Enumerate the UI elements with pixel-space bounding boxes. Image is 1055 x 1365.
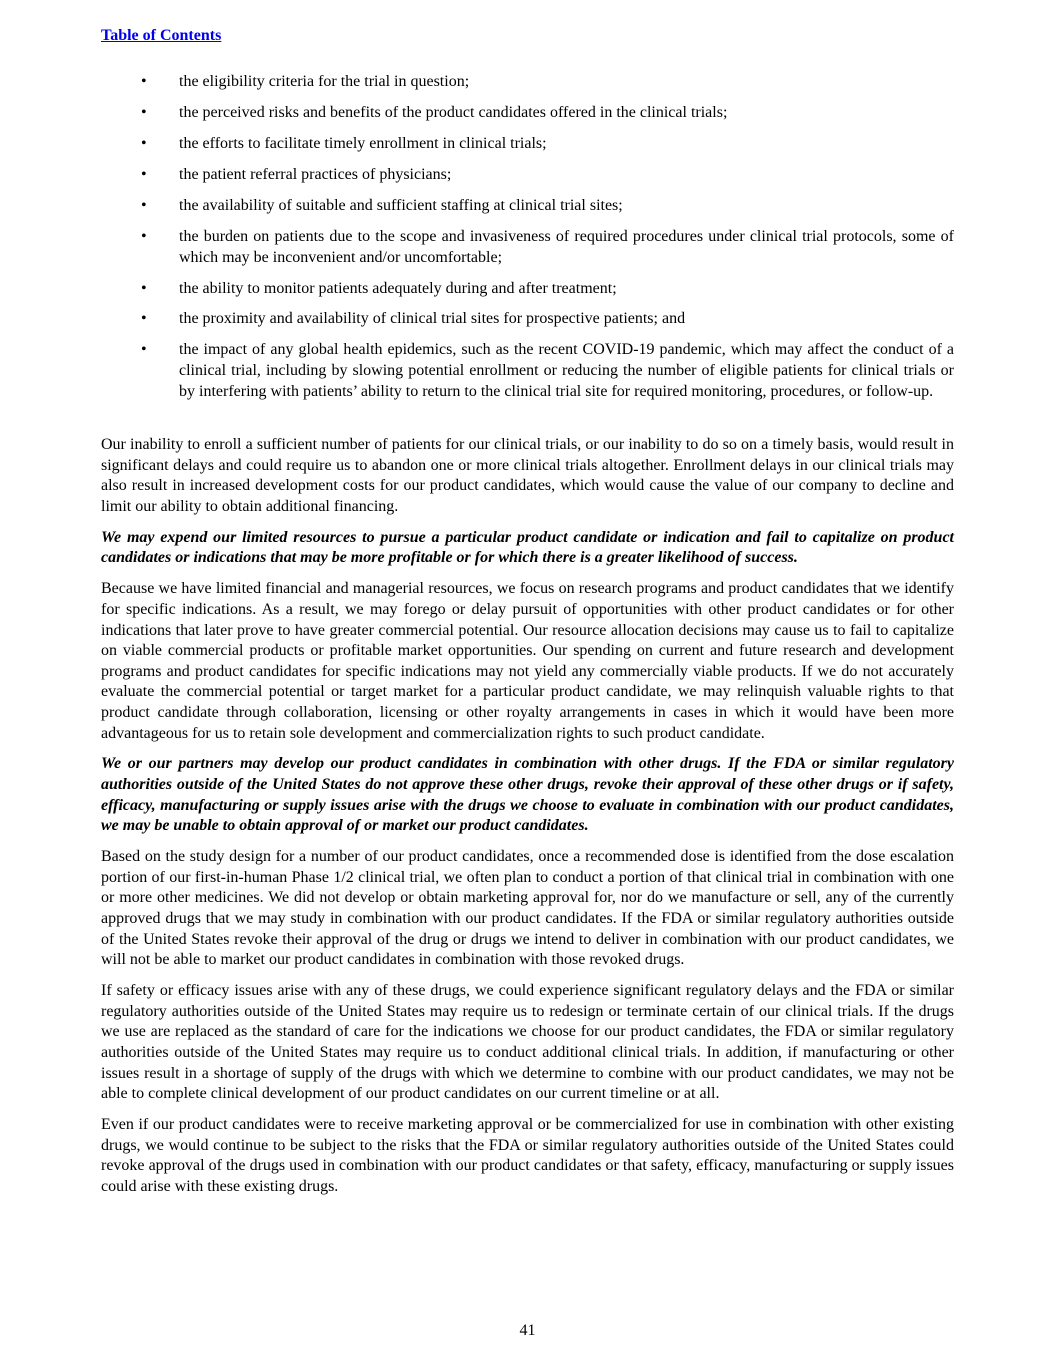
list-item xyxy=(101,227,954,268)
bullet-marker: • xyxy=(141,279,147,297)
list-item xyxy=(101,279,954,300)
bullet-marker: • xyxy=(141,227,147,245)
list-item-text: the eligibility criteria for the trial in question; xyxy=(179,73,470,90)
bullet-marker: • xyxy=(141,196,147,214)
list-item-text: the patient referral practices of physicians; xyxy=(179,165,452,183)
bullet-list xyxy=(101,72,954,413)
list-item xyxy=(101,196,954,217)
risk-heading-limited-resources: We may expend our limited resources to pursue a particular product candidate or indication and fail to capitalize on product candidates or indications that may be more profitable or for which there is a greater likelihood of success. xyxy=(101,528,954,567)
bullet-marker: • xyxy=(141,341,147,359)
paragraph-enrollment-delays: Our inability to enroll a sufficient number of patients for our clinical trials, or our inability to do so on a timely basis, would result in significant delays and could require us to abandon one or more clinical trials altogether. Enrollment delays in our clinical trials may also result in increased development costs for our product candidates, which would cause the value of our company to decline and limit our ability to obtain additional financing. xyxy=(101,436,954,515)
list-item-text: the ability to monitor patients adequately during and after treatment; xyxy=(179,279,617,297)
bullet-marker: • xyxy=(141,73,147,90)
bullet-marker: • xyxy=(141,165,147,183)
list-item-text: the perceived risks and benefits of the product candidates offered in the clinical trials; xyxy=(179,103,728,121)
list-item-text: the burden on patients due to the scope and invasiveness of required procedures under clinical trial protocols, some of which may be inconvenient and/or uncomfortable; xyxy=(179,227,954,266)
list-item-text: the availability of suitable and sufficient staffing at clinical trial sites; xyxy=(179,196,623,214)
page-number: 41 xyxy=(519,1322,536,1339)
list-item-text: the efforts to facilitate timely enrollment in clinical trials; xyxy=(179,134,547,152)
list-item xyxy=(101,72,954,93)
bullet-marker: • xyxy=(141,103,147,121)
list-item xyxy=(101,103,954,124)
bullet-marker: • xyxy=(141,134,147,152)
list-item xyxy=(101,309,954,330)
list-item xyxy=(101,165,954,186)
paragraph-study-design: Based on the study design for a number of our product candidates, once a recommended dose is identified from the dose escalation portion of our first-in-human Phase 1/2 clinical trial, we often plan to conduct a portion of that clinical trial in combination with one or more other medicines. We did not develop or obtain marketing approval for, nor do we manufacture or sell, any of the currently approved drugs that we may study in combination with our product candidates. If the FDA or similar regulatory authorities outside of the United States revoke their approval of the drug or drugs we intend to deliver in combination with our product candidates, we will not be able to market our product candidates in combination with those revoked drugs. xyxy=(101,848,954,969)
list-item-text: the impact of any global health epidemics, such as the recent COVID-19 pandemic, which may affect the conduct of a clinical trial, including by slowing potential enrollment or reducing the number of eligible patients for clinical trials or by interfering with patients’ ability to return to the clinical trial site for required monitoring, procedures, or follow-up. xyxy=(179,341,954,400)
bullet-marker: • xyxy=(141,310,147,328)
list-item xyxy=(101,134,954,155)
table-of-contents-link[interactable]: Table of Contents xyxy=(101,27,222,44)
paragraph-marketing-approval: Even if our product candidates were to receive marketing approval or be commercialized for use in combination with other existing drugs, we would continue to be subject to the risks that the FDA or similar regulatory authorities outside of the United States could revoke approval of the drugs used in combination with our product candidates or that safety, efficacy, manufacturing or supply issues could arise with these existing drugs. xyxy=(101,1116,954,1195)
paragraph-resource-allocation: Because we have limited financial and managerial resources, we focus on research programs and product candidates that we identify for specific indications. As a result, we may forego or delay pursuit of opportunities with other product candidates or for other indications that later prove to have greater commercial potential. Our resource allocation decisions may cause us to fail to capitalize on viable commercial products or profitable market opportunities. Our spending on current and future research and development programs and product candidates for specific indications may not yield any commercially viable products. If we do not accurately evaluate the commercial potential or target market for a particular product candidate, we may relinquish valuable rights to that product candidate through collaboration, licensing or other royalty arrangements in cases in which it would have been more advantageous for us to retain sole development and commercialization rights to such product candidate. xyxy=(101,580,954,742)
paragraph-safety-efficacy: If safety or efficacy issues arise with any of these drugs, we could experience significant regulatory delays and the FDA or similar regulatory authorities outside of the United States may require us to redesign or terminate certain of our clinical trials. If the drugs we use are replaced as the standard of care for the indications we choose for our product candidates, the FDA or similar regulatory authorities outside of the United States may require us to conduct additional clinical trials. In addition, if manufacturing or other issues result in a shortage of supply of the drugs with which we determine to combine with our product candidates, we may not be able to complete clinical development of our product candidates on our current timeline or at all. xyxy=(101,982,954,1103)
list-item xyxy=(101,340,954,402)
list-item-text: the proximity and availability of clinical trial sites for prospective patients; and xyxy=(179,310,686,328)
body-text xyxy=(101,435,954,1208)
risk-heading-combination-drugs: We or our partners may develop our product candidates in combination with other drugs. If the FDA or similar regulatory authorities outside of the United States do not approve these other drugs, revoke their approval of these other drugs or if safety, efficacy, manufacturing or supply issues arise with the drugs we choose to evaluate in combination with our product candidates, we may be unable to obtain approval of or market our product candidates. xyxy=(101,755,954,835)
